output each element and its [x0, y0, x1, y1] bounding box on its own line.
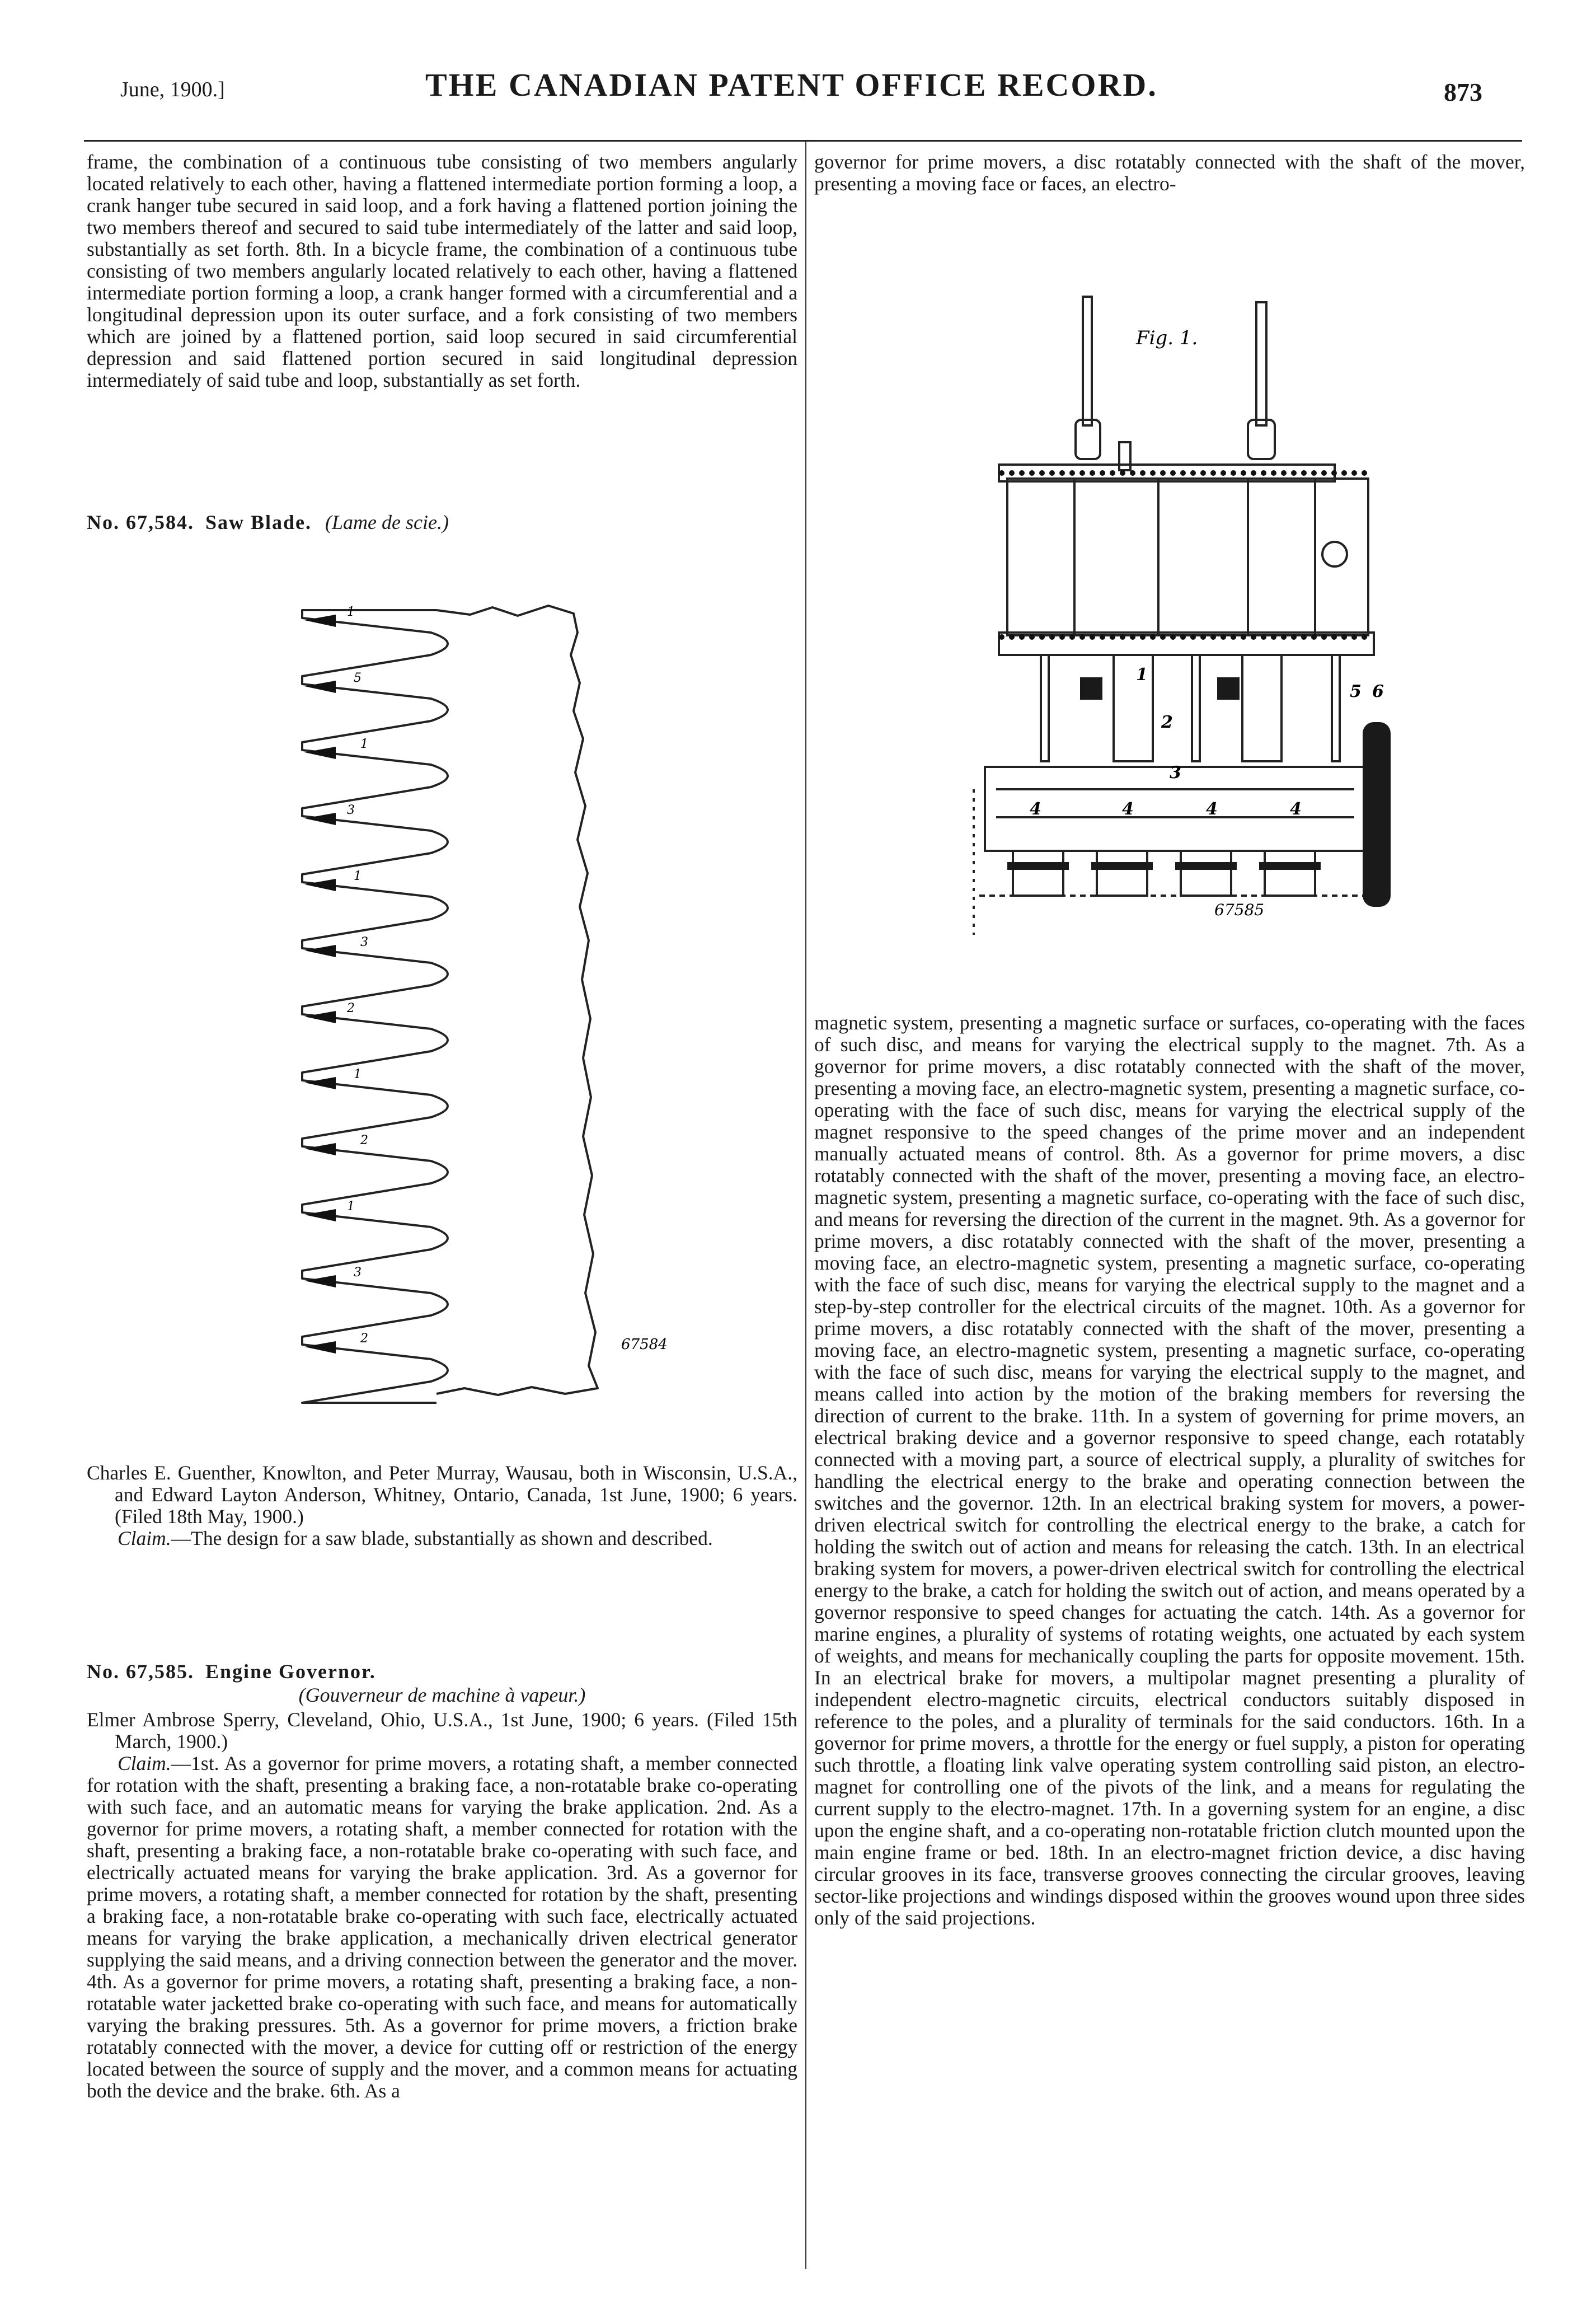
- chain-link: [1200, 634, 1206, 640]
- chain-link: [1150, 470, 1156, 476]
- chain-link: [1130, 634, 1135, 640]
- patent-67585-inventor: Elmer Ambrose Sperry, Cleveland, Ohio, U.S.A., 1st June, 1900; 6 years. (Filed 15th March, 1900.): [87, 1708, 797, 1753]
- part-number: 4: [1122, 799, 1134, 819]
- saw-tooth-mark: 1: [360, 737, 368, 751]
- right-continued-claims: [814, 1012, 1525, 1929]
- page-number: 873: [1444, 78, 1482, 106]
- chain-link: [1301, 634, 1307, 640]
- chain-link: [1251, 634, 1256, 640]
- chain-link: [1210, 470, 1216, 476]
- torn-edge: [436, 606, 598, 1395]
- chain-link: [1019, 470, 1025, 476]
- saw-tooth-tip: [304, 945, 336, 957]
- chain-link: [1190, 470, 1196, 476]
- part-number: 2: [1161, 713, 1173, 732]
- chain-link: [1331, 634, 1337, 640]
- chain-link: [1251, 470, 1256, 476]
- part-number: 4: [1030, 799, 1041, 819]
- saw-tooth-mark: 5: [354, 671, 362, 685]
- chain-link: [1120, 470, 1125, 476]
- chain-link: [1130, 470, 1135, 476]
- chain-link: [1100, 470, 1105, 476]
- chain-link: [999, 634, 1004, 640]
- figure-caption: Fig. 1.: [1136, 327, 1198, 349]
- saw-tooth-tip: [304, 1143, 336, 1155]
- continuation-paragraph: frame, the combination of a continuous tube consisting of two members angularly located relatively to each other, having a flattened intermediate portion forming a loop, a crank hanger tube secured in said loop, and a fork having a flattened portion joining the two members thereof and secured to said tube intermediately of the latter and said loop, substantially as set forth. 8th. In a bicycle frame, the combination of a continuous tube consisting of two members angularly located relatively to each other, having a flattened intermediate portion forming a loop, a crank hanger formed with a circumferential and a longitudinal depression upon its outer surface, and a fork consisting of two members which are joined by a flattened portion, said loop secured in said circumferential depression and said flattened portion secured in said longitudinal depression intermediately of said tube and loop, substantially as set forth.: [87, 151, 797, 391]
- claim-text: —The design for a saw blade, substantially as shown and described.: [171, 1527, 713, 1549]
- saw-tooth-tip: [304, 813, 336, 825]
- foot-band-4: [1259, 862, 1321, 870]
- saw-tooth-tip: [304, 747, 336, 759]
- saw-tooth-mark: 2: [360, 1332, 368, 1346]
- figure-label: 67585: [1214, 901, 1265, 919]
- foot-band-3: [1175, 862, 1237, 870]
- saw-tooth-tip: [304, 615, 336, 627]
- patent-french-title: (Lame de scie.): [325, 511, 449, 533]
- chain-link: [1170, 634, 1176, 640]
- chain-link: [1059, 470, 1065, 476]
- chain-link: [1180, 634, 1186, 640]
- saw-tooth-mark: 1: [354, 1067, 362, 1081]
- saw-tooth-mark: 3: [354, 1266, 362, 1280]
- foot-band-1: [1007, 862, 1069, 870]
- rod-a: [1041, 655, 1049, 761]
- chain-link: [1200, 470, 1206, 476]
- saw-tooth-mark: 3: [347, 803, 355, 817]
- saw-tooth-mark: 1: [354, 869, 362, 883]
- right-top-text: [814, 151, 1525, 195]
- chain-link: [1079, 470, 1085, 476]
- chain-link: [1110, 470, 1115, 476]
- base-foot-4: [1265, 851, 1315, 896]
- chain-link: [1241, 470, 1246, 476]
- inspection-port: [1322, 542, 1347, 566]
- engine-governor-drawing: [951, 285, 1455, 974]
- column-divider: [805, 142, 806, 2269]
- chain-link: [1150, 634, 1156, 640]
- patent-title: Engine Governor.: [205, 1660, 376, 1683]
- cylinder-1: [1007, 479, 1074, 635]
- issue-date: June, 1900.]: [120, 78, 225, 101]
- small-fitting: [1119, 442, 1130, 470]
- chain-link: [1351, 470, 1357, 476]
- part-number: 3: [1170, 763, 1181, 783]
- continued-claims-paragraph: magnetic system, presenting a magnetic surface or surfaces, co-operating with the faces of such disc, and means for varying the electrical supply to the magnet. 7th. As a governor for prime movers, a disc rotatably connected with the shaft of the mover, presenting a moving face, an electro-magnetic system, presenting a magnetic surface, co-operating with the face of such disc, means for varying the electrical supply of the magnet responsive to the speed changes of the prime mover and an independent manually actuated means of control. 8th. As a governor for prime movers, a disc rotatably connected with the shaft of the mover, presenting a moving face, an electro-magnetic system, presenting a magnetic surface, co-operating with the face of such disc, and means for reversing the direction of the current in the magnet. 9th. As a governor for prime movers, a disc rotatably connected with the shaft of the mover, presenting a moving face, an electro-magnetic system, presenting a magnetic surface, co-operating with the face of such disc, means for varying the electrical supply to the magnet and a step-by-step controller for the electrical circuits of the magnet. 10th. As a governor for prime movers, a disc rotatably connected with the shaft of the mover, presenting a moving face, an electro-magnetic system, presenting a magnetic surface, co-operating with the face of such disc, means for varying the electrical supply to the magnet, and means called into action by the motion of the braking members for reversing the direction of current to the brake. 11th. In a system of governing for prime movers, an electrical braking device and a governor responsive to speed change, each rotatably connected with a moving part, a source of electrical supply, a plurality of switches for handling the electrical energy to the brake and operating connection between the switches and the governor. 12th. In an electrical braking system for movers, a power-driven electrical switch for controlling the electrical energy to the brake, a catch for holding the switch out of action and means for releasing the catch. 13th. In an electrical braking system for movers, a power-driven electrical switch for controlling the electrical energy to the brake, a catch for holding the switch out of action, and means operated by a governor responsive to speed changes for actuating the catch. 14th. As a governor for marine engines, a plurality of systems of rotating weights, one actuated by each system of weights, and means for mechanically coupling the parts for opposite movement. 15th. In an electrical brake for movers, a multipolar magnet presenting a plurality of independent electro-magnetic circuits, electrical conductors suitably disposed in reference to the poles, and a plurality of terminals for the said conductors. 16th. In a governor for prime movers, a throttle for the energy or fuel supply, a piston for operating such throttle, a floating link valve operating system controlling said piston, an electro-magnet for controlling one of the pivots of the link, and a means for regulating the current supply to the electro-magnet. 17th. In a governing system for an engine, a disc upon the engine shaft, and a co-operating non-rotatable friction clutch mounted upon the main engine frame or bed. 18th. In an electro-magnet friction device, a disc having circular grooves in its face, transverse grooves connecting the circular grooves, leaving sector-like projections and windings disposed within the grooves wound upon three sides only of the said projections.: [814, 1011, 1525, 1929]
- chain-link: [1261, 634, 1266, 640]
- left-continuation: [87, 151, 797, 391]
- chain-link: [1140, 634, 1146, 640]
- chain-link: [1362, 470, 1367, 476]
- saw-tooth-tip: [304, 1275, 336, 1287]
- patent-title: Saw Blade.: [205, 511, 312, 533]
- saw-tooth-tip: [304, 1209, 336, 1221]
- publication-title: THE CANADIAN PATENT OFFICE RECORD.: [425, 67, 1158, 103]
- chain-link: [1079, 634, 1085, 640]
- patent-67585-claims: [87, 1753, 797, 2102]
- patent-67585-heading: [87, 1660, 797, 1707]
- chain-link: [1331, 470, 1337, 476]
- base-foot-2: [1097, 851, 1147, 896]
- chain-link: [1160, 470, 1166, 476]
- patent-67585-body: [87, 1709, 797, 2102]
- chain-link: [1261, 470, 1266, 476]
- part-number: 6: [1372, 682, 1384, 701]
- saw-tooth-mark: 1: [347, 605, 355, 619]
- saw-tooth-tip: [304, 1341, 336, 1354]
- cylinder-4: [1248, 479, 1315, 635]
- chain-link: [1090, 634, 1095, 640]
- base-foot-3: [1181, 851, 1231, 896]
- brake-disc: [1363, 722, 1391, 907]
- chain-link: [1190, 634, 1196, 640]
- chain-link: [1321, 634, 1327, 640]
- chain-link: [1221, 634, 1226, 640]
- chain-link: [1341, 470, 1347, 476]
- foot-band-2: [1091, 862, 1153, 870]
- patent-67584-claim: [87, 1528, 797, 1549]
- chain-link: [1009, 634, 1015, 640]
- chain-link: [1271, 634, 1276, 640]
- chain-link: [1271, 470, 1276, 476]
- claim-text: —1st. As a governor for prime movers, a rotating shaft, a member connected for rotation with the shaft, presenting a braking face, a non-rotatable brake co-operating with such face, and an automatic means for varying the brake application. 2nd. As a governor for prime movers, a rotating shaft, a member connected for rotation with the shaft, presenting a braking face, a non-rotatable brake co-operating with such face, and electrically actuated means for varying the brake application. 3rd. As a governor for prime movers, a rotating shaft, a member connected for rotation by the shaft, presenting a braking face, a non-rotatable brake co-operating with such face, electrically actuated means for varying the brake application, a mechanically driven electrical generator supplying the said means, and a driving connection between the generator and the mover. 4th. As a governor for prime movers, a rotating shaft, presenting a braking face, a non-rotatable water jacketted brake co-operating with such face, and means for automatically varying the braking pressures. 5th. As a governor for prime movers, a friction brake rotatably connected with the mover, a device for cutting off or restriction of the energy located between the source of supply and the mover, and a common means for actuating both the device and the brake. 6th. As a: [87, 1752, 797, 2102]
- saw-tooth-tip: [304, 1011, 336, 1023]
- chain-link: [1140, 470, 1146, 476]
- right-valve-rod: [1256, 302, 1266, 425]
- claim-label: Claim.: [118, 1752, 171, 1774]
- engine-governor-figure: [951, 285, 1455, 974]
- right-top-paragraph: governor for prime movers, a disc rotatably connected with the shaft of the mover, presenting a moving face or faces, an electro-: [814, 151, 1525, 195]
- saw-tooth-tip: [304, 879, 336, 891]
- chain-link: [1039, 634, 1045, 640]
- chain-link: [1120, 634, 1125, 640]
- chain-link: [1281, 470, 1287, 476]
- saw-tooth-tip: [304, 1077, 336, 1089]
- chain-link: [1039, 470, 1045, 476]
- chain-link: [1009, 470, 1015, 476]
- saw-tooth-mark: 3: [360, 935, 368, 949]
- left-valve-rod: [1083, 297, 1092, 425]
- part-number: 1: [1136, 665, 1148, 685]
- chain-link: [1291, 470, 1297, 476]
- base-foot-1: [1013, 851, 1063, 896]
- rod-c: [1332, 655, 1340, 761]
- chain-link: [999, 470, 1004, 476]
- chain-link: [1210, 634, 1216, 640]
- chain-link: [1100, 634, 1105, 640]
- chain-link: [1311, 634, 1317, 640]
- chain-link: [1049, 634, 1055, 640]
- saw-blade-drawing: [269, 593, 672, 1405]
- saw-blade-figure: [269, 593, 672, 1405]
- part-number: 4: [1290, 799, 1302, 819]
- chain-link: [1029, 634, 1035, 640]
- chain-link: [1090, 470, 1095, 476]
- chain-link: [1321, 470, 1327, 476]
- saw-tooth-tip: [304, 681, 336, 693]
- chain-link: [1160, 634, 1166, 640]
- chain-link: [1049, 470, 1055, 476]
- chain-link: [1241, 634, 1246, 640]
- chain-link: [1351, 634, 1357, 640]
- chain-link: [1221, 470, 1226, 476]
- chain-link: [1311, 470, 1317, 476]
- chain-link: [1281, 634, 1287, 640]
- chain-link: [1019, 634, 1025, 640]
- saw-figure-label: 67584: [621, 1336, 668, 1353]
- saw-tooth-mark: 2: [347, 1001, 355, 1015]
- bearing-1: [1080, 677, 1102, 700]
- bearing-2: [1217, 677, 1240, 700]
- chain-link: [1069, 470, 1075, 476]
- saw-tooth-mark: 2: [360, 1134, 368, 1148]
- rod-b: [1192, 655, 1200, 761]
- patent-number: No. 67,585.: [87, 1660, 194, 1683]
- chain-link: [1180, 470, 1186, 476]
- chain-link: [1069, 634, 1075, 640]
- chain-link: [1059, 634, 1065, 640]
- chain-link: [1362, 634, 1367, 640]
- chain-link: [1110, 634, 1115, 640]
- cylinder-3: [1158, 479, 1248, 635]
- chain-link: [1029, 470, 1035, 476]
- patent-67584-body: [87, 1462, 797, 1549]
- part-number: 5: [1350, 682, 1362, 701]
- chain-link: [1291, 634, 1297, 640]
- chain-link: [1231, 470, 1236, 476]
- patent-67584-heading: [87, 511, 797, 534]
- patent-67584-inventors: Charles E. Guenther, Knowlton, and Peter Murray, Wausau, both in Wisconsin, U.S.A., and Edward Layton Anderson, Whitney, Ontario, Canada, 1st June, 1900; 6 years. (Filed 18th May, 1900.): [87, 1462, 797, 1528]
- header-rule: [84, 140, 1522, 142]
- patent-french-title: (Gouverneur de machine à vapeur.): [298, 1684, 586, 1706]
- claim-label: Claim.: [118, 1527, 171, 1549]
- chain-link: [1341, 634, 1347, 640]
- patent-number: No. 67,584.: [87, 511, 194, 533]
- chain-link: [1231, 634, 1236, 640]
- crosshead-b: [1242, 655, 1282, 761]
- saw-tooth-mark: 1: [347, 1200, 355, 1214]
- chain-link: [1301, 470, 1307, 476]
- chain-link: [1170, 470, 1176, 476]
- cylinder-2: [1074, 479, 1158, 635]
- part-number: 4: [1206, 799, 1218, 819]
